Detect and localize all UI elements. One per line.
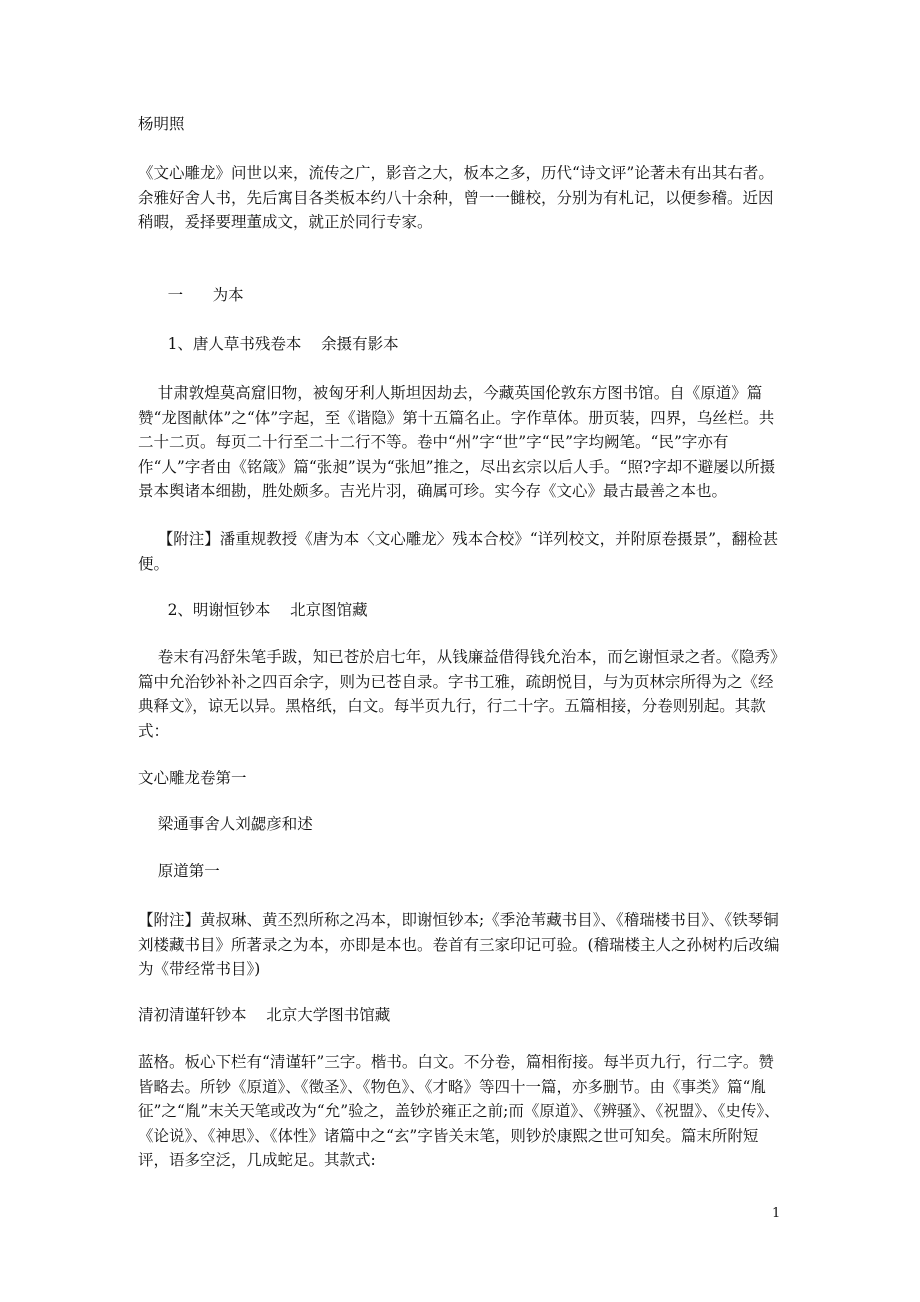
item3-heading: 清初清谨轩钞本 北京大学图书馆藏	[138, 1006, 391, 1024]
item2-format-line-2: 梁通事舍人刘勰彦和述	[138, 815, 313, 833]
item2-body-paragraph: 卷末有冯舒朱笔手跋，知已苍於启七年，从钱廉益借得钱允治本，而乞谢恒录之者。《隐秀》篇中允治钞补补之四百余字，则为已苍自录。字书工雅，疏朗悦目，与为页林宗所得为之《经典释文》，谅无以异。黑格纸，白文。每半页九行，行二十字。五篇相接，分卷则别起。其款式：	[138, 648, 786, 740]
item1-body-paragraph: 甘肃敦煌莫高窟旧物，被匈牙利人斯坦因劫去，今藏英国伦敦东方图书馆。自《原道》篇赞“龙图献体”之“体”字起，至《谐隐》第十五篇名止。字作草体。册页装，四界，乌丝栏。共二十二页。每页二十行至二十二行不等。卷中“州”字“世”字“民”字均阙笔。“民”字亦有作“人”字者由《铭箴》篇“张昶”误为“张旭”推之，尽出玄宗以后人手。“照?字却不避屡以所摄景本舆诸本细勘，胜处颇多。吉光片羽，确属可珍。实今存《文心》最古最善之本也。	[138, 384, 776, 500]
item2-note-paragraph: 【附注】黄叔琳、黄丕烈所称之冯本，即谢恒钞本;《季沧苇藏书目》、《稽瑞楼书目》、《铁琴铜刘楼藏书目》所著录之为本，亦即是本也。卷首有三家印记可验。(稽瑞楼主人之孙树杓后改编为《带经常书目》)	[138, 911, 780, 978]
item2-format-line-1: 文心雕龙卷第一	[138, 769, 247, 787]
item3-body-paragraph: 蓝格。板心下栏有“清谨轩”三字。楷书。白文。不分卷，篇相衔接。每半页九行，行二字。赞皆略去。所钞《原道》、《徵圣》、《物色》、《才略》等四十一篇，亦多删节。由《事类》篇“胤征”之“胤”末关天笔或改为“允”验之，盖钞於雍正之前;而《原道》、《辨骚》、《祝盟》、《史传》、《论说》、《神思》、《体性》诸篇中之“玄”字皆关末笔，则钞於康熙之世可知矣。篇末所附短评，语多空泛，几成蛇足。其款式:	[138, 1053, 780, 1169]
author-name: 杨明照	[138, 115, 185, 133]
section-heading: 一 为本	[138, 286, 244, 304]
intro-paragraph: 《文心雕龙》问世以来，流传之广，影音之大，板本之多，历代“诗文评”论著未有出其右者。余雅好舍人书，先后寓目各类板本约八十余种，曾一一雠校，分别为有札记，以便参稽。近因稍暇，爰择要理董成文，就正於同行专家。	[138, 164, 774, 231]
item2-heading: 2、明谢恒钞本 北京图馆藏	[138, 601, 368, 619]
item1-heading: 1、唐人草书残卷本 余摄有影本	[138, 335, 399, 353]
page-number: 1	[772, 1206, 781, 1221]
item1-note-paragraph: 【附注】潘重规教授《唐为本〈文心雕龙〉残本合校》“详列校文，并附原卷摄景”，翻检甚便。	[138, 530, 779, 573]
item2-format-line-3: 原道第一	[138, 862, 220, 880]
